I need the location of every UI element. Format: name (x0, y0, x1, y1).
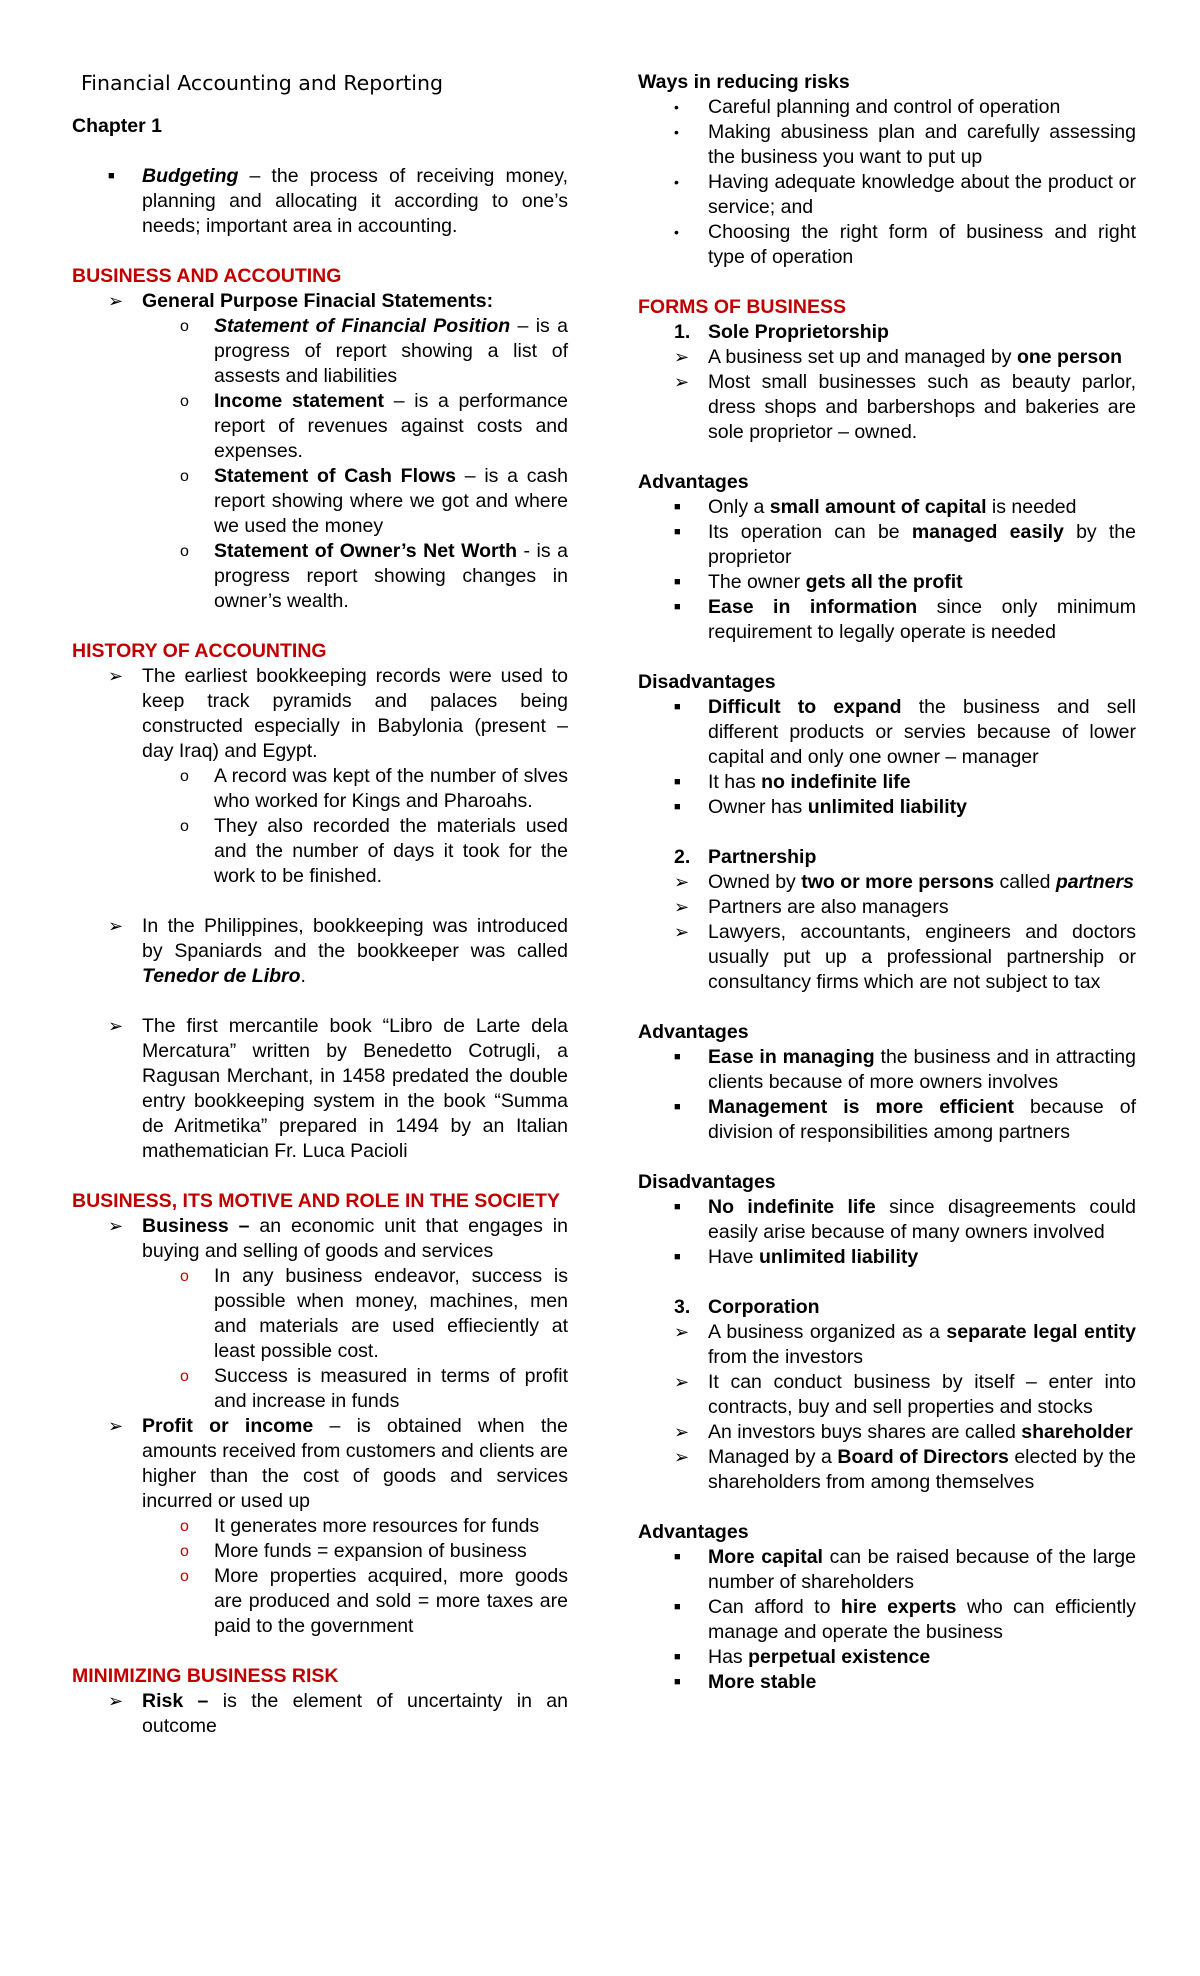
subsection-heading: Disadvantages (638, 1171, 776, 1193)
arrow-bullet-icon: ➢ (674, 1322, 690, 1342)
body-text: – is obtained when the amounts received from customers and clients are higher than the cost of goods and services incurred or used up (142, 1415, 568, 1512)
list-item (72, 914, 568, 989)
body-text: Its operation can be (708, 521, 912, 543)
list-item (638, 320, 1136, 345)
arrow-bullet-icon: ➢ (674, 347, 690, 367)
body-text: In the Philippines, bookkeeping was introduced by Spaniards and the bookkeeper was called (142, 915, 568, 962)
emphasis-text: small amount of capital (769, 496, 987, 518)
emphasis-text: Statement of Owner’s Net Worth (214, 540, 518, 562)
body-text: by the proprietor (708, 521, 1136, 568)
body-text: elected by the shareholders from among themselves (708, 1446, 1136, 1493)
sub-list-item (72, 1264, 568, 1364)
arrow-bullet-icon: ➢ (674, 872, 690, 892)
body-text: Making abusiness plan and carefully assessing the business you want to put up (708, 121, 1136, 168)
subsection-heading: Advantages (638, 1521, 749, 1543)
sub-list-item (72, 1539, 568, 1564)
circle-bullet-icon: o (180, 318, 189, 335)
list-item (638, 1095, 1136, 1145)
body-text: It has (708, 771, 762, 793)
square-bullet-icon: ■ (674, 1101, 681, 1113)
emphasis-text: no indefinite life (761, 771, 911, 793)
square-bullet-icon: ■ (674, 776, 681, 788)
list-item (638, 770, 1136, 795)
list-item (638, 1370, 1136, 1420)
list-item (638, 1045, 1136, 1095)
subsection-heading: Ways in reducing risks (638, 71, 850, 93)
spacer (638, 995, 1136, 1020)
list-item (638, 1245, 1136, 1270)
arrow-bullet-icon: ➢ (674, 1447, 690, 1467)
list-item (638, 1320, 1136, 1370)
body-text: – is a cash report showing where we got and where we used the money (214, 465, 568, 537)
list-item (72, 289, 568, 314)
emphasis-text: Business – (142, 1215, 250, 1237)
list-item (638, 520, 1136, 570)
body-text: An investors buys shares are called (708, 1421, 1022, 1443)
list-item (638, 695, 1136, 770)
emphasis-text: one person (1016, 346, 1123, 368)
section-heading: BUSINESS AND ACCOUTING (72, 265, 342, 287)
list-item (638, 1420, 1136, 1445)
square-bullet-icon: ■ (674, 601, 681, 613)
sub-list-item (72, 314, 568, 389)
arrow-bullet-icon: ➢ (108, 1416, 124, 1436)
spacer (638, 645, 1136, 670)
chapter-heading: Chapter 1 (72, 115, 162, 137)
body-text: Have (708, 1246, 759, 1268)
body-text: Only a (708, 496, 770, 518)
subsection-heading: Advantages (638, 471, 749, 493)
circle-bullet-icon: o (180, 1268, 189, 1285)
emphasis-text: Partnership (708, 846, 817, 868)
emphasis-text: perpetual existence (748, 1646, 931, 1668)
emphasis-text: hire experts (840, 1596, 957, 1618)
square-bullet-icon: ■ (674, 1551, 681, 1563)
list-item (638, 1445, 1136, 1495)
square-bullet-icon: ■ (674, 1601, 681, 1613)
body-text: A record was kept of the number of slves who worked for Kings and Pharoahs. (214, 765, 568, 812)
circle-bullet-icon: o (180, 1543, 189, 1560)
list-item (638, 1195, 1136, 1245)
body-text: Partners are also managers (708, 896, 949, 918)
list-item (638, 345, 1136, 370)
square-bullet-icon: ■ (674, 576, 681, 588)
body-text: Owned by (708, 871, 802, 893)
arrow-bullet-icon: ➢ (108, 1691, 124, 1711)
emphasis-text: Tenedor de Libro (142, 965, 301, 987)
body-text: The owner (708, 571, 806, 593)
emphasis-text: Ease in information (708, 596, 918, 618)
spacer (72, 1639, 568, 1664)
arrow-bullet-icon: ➢ (108, 1216, 124, 1236)
body-text: Careful planning and control of operation (708, 96, 1061, 118)
body-text: Most small businesses such as beauty parlor, dress shops and barbershops and bakeries are sole proprietor – owned. (708, 371, 1136, 443)
body-text: Lawyers, accountants, engineers and doctors usually put up a professional partnership or consultancy firms which are not subject to tax (708, 921, 1136, 993)
sub-list-item (72, 539, 568, 614)
square-bullet-icon: ■ (674, 1251, 681, 1263)
body-text: The first mercantile book “Libro de Larte dela Mercatura” written by Benedetto Cotrugli, a Ragusan Merchant, in 1458 predated the double entry bookkeeping system in the book “Summa de Aritmetika” prepared in 1494 by an Italian mathematician Fr. Luca Pacioli (142, 1015, 568, 1162)
list-item (638, 1595, 1136, 1645)
emphasis-text: No indefinite life (708, 1196, 876, 1218)
body-text: A business set up and managed by (708, 346, 1017, 368)
body-text: The earliest bookkeeping records were used to keep track pyramids and palaces being constructed especially in Babylonia (present – day Iraq) and Egypt. (142, 665, 568, 762)
sub-list-item (72, 764, 568, 814)
list-item (72, 1414, 568, 1514)
emphasis-text: managed easily (911, 521, 1064, 543)
list-item (638, 845, 1136, 870)
square-bullet-icon: ■ (674, 801, 681, 813)
emphasis-text: separate legal entity (946, 1321, 1136, 1343)
spacer (72, 239, 568, 264)
spacer (638, 1145, 1136, 1170)
emphasis-text: unlimited liability (807, 796, 967, 818)
sub-list-item (72, 1564, 568, 1639)
body-text: More funds = expansion of business (214, 1540, 527, 1562)
section-heading: HISTORY OF ACCOUNTING (72, 640, 327, 662)
emphasis-text: Board of Directors (837, 1446, 1009, 1468)
list-item (638, 1295, 1136, 1320)
body-text: since only minimum requirement to legally operate is needed (708, 596, 1136, 643)
document-title: Financial Accounting and Reporting (80, 71, 443, 95)
emphasis-text: gets all the profit (805, 571, 963, 593)
dot-bullet-icon: • (674, 174, 679, 190)
body-text: It can conduct business by itself – enter into contracts, buy and sell properties and stocks (708, 1371, 1136, 1418)
square-bullet-icon: ■ (674, 526, 681, 538)
body-text: the business and sell different products or servies because of lower capital and only one owner – manager (708, 696, 1136, 768)
circle-bullet-icon: o (180, 818, 189, 835)
list-item (638, 1645, 1136, 1670)
list-item (638, 595, 1136, 645)
subsection-heading: Disadvantages (638, 671, 776, 693)
spacer (72, 1164, 568, 1189)
list-item (638, 170, 1136, 220)
body-text: Managed by a (708, 1446, 838, 1468)
body-text: called (994, 871, 1056, 893)
spacer (72, 889, 568, 914)
list-item (638, 570, 1136, 595)
spacer (638, 1495, 1136, 1520)
circle-bullet-icon: o (180, 1368, 189, 1385)
dot-bullet-icon: • (674, 224, 679, 240)
spacer (72, 989, 568, 1014)
body-text: is needed (986, 496, 1077, 518)
emphasis-text: Risk – (142, 1690, 209, 1712)
body-text: from the investors (708, 1346, 863, 1368)
emphasis-text: Budgeting (142, 165, 239, 187)
list-item (72, 164, 568, 239)
body-text: More properties acquired, more goods are produced and sold = more taxes are paid to the government (214, 1565, 568, 1637)
emphasis-text: partners (1055, 871, 1134, 893)
square-bullet-icon: ■ (674, 701, 681, 713)
circle-bullet-icon: o (180, 1568, 189, 1585)
body-text: since disagreements could easily arise because of many owners involved (708, 1196, 1137, 1243)
list-item (638, 370, 1136, 445)
body-text: is the element of uncertainty in an outcome (142, 1690, 568, 1737)
list-item (72, 664, 568, 764)
list-item (638, 220, 1136, 270)
body-text: because of division of responsibilities among partners (708, 1096, 1136, 1143)
square-bullet-icon: ■ (674, 1651, 681, 1663)
emphasis-text: Corporation (708, 1296, 820, 1318)
body-text: . (300, 965, 306, 987)
section-heading: MINIMIZING BUSINESS RISK (72, 1665, 339, 1687)
emphasis-text: shareholder (1021, 1421, 1133, 1443)
body-text: – the process of receiving money, planning and allocating it according to one’s needs; important area in accounting. (142, 165, 568, 237)
sub-list-item (72, 814, 568, 889)
list-item (72, 1214, 568, 1264)
list-item (638, 95, 1136, 120)
list-item (638, 870, 1136, 895)
spacer (638, 820, 1136, 845)
body-text: Can afford to (708, 1596, 841, 1618)
circle-bullet-icon: o (180, 1518, 189, 1535)
arrow-bullet-icon: ➢ (674, 922, 690, 942)
subsection-heading: Advantages (638, 1021, 749, 1043)
list-item (638, 895, 1136, 920)
body-text: – is a progress of report showing a list of assests and liabilities (214, 315, 568, 387)
emphasis-text: two or more persons (801, 871, 995, 893)
body-text: It generates more resources for funds (214, 1515, 540, 1537)
arrow-bullet-icon: ➢ (674, 372, 690, 392)
list-item (638, 795, 1136, 820)
emphasis-text: Income statement (214, 390, 385, 412)
square-bullet-icon: ■ (674, 1201, 681, 1213)
body-text: who can efficiently manage and operate the business (708, 1596, 1136, 1643)
body-text: can be raised because of the large number of shareholders (708, 1546, 1136, 1593)
emphasis-text: More stable (708, 1671, 817, 1693)
list-item (638, 920, 1136, 995)
body-text: Choosing the right form of business and right type of operation (708, 221, 1136, 268)
dot-bullet-icon: • (674, 99, 679, 115)
list-number: 1. (674, 321, 691, 343)
emphasis-text: Statement of Cash Flows (214, 465, 456, 487)
square-bullet-icon: ■ (108, 170, 115, 182)
body-text: In any business endeavor, success is possible when money, machines, men and materials are used effieciently at least possible cost. (214, 1265, 568, 1362)
list-number: 3. (674, 1296, 691, 1318)
right-column (638, 70, 1136, 1695)
body-text: an economic unit that engages in buying and selling of goods and services (142, 1215, 568, 1262)
body-text: the business and in attracting clients because of more owners involves (708, 1046, 1136, 1093)
spacer (638, 1270, 1136, 1295)
list-item (638, 1545, 1136, 1595)
body-text: Having adequate knowledge about the product or service; and (708, 171, 1136, 218)
sub-list-item (72, 464, 568, 539)
list-item (72, 1014, 568, 1164)
circle-bullet-icon: o (180, 543, 189, 560)
arrow-bullet-icon: ➢ (674, 897, 690, 917)
arrow-bullet-icon: ➢ (674, 1372, 690, 1392)
body-text: - is a progress report showing changes in owner’s wealth. (214, 540, 568, 612)
body-text: – is a performance report of revenues against costs and expenses. (214, 390, 568, 462)
emphasis-text: Difficult to expand (708, 696, 902, 718)
list-item (72, 1689, 568, 1739)
emphasis-text: General Purpose Finacial Statements: (142, 290, 494, 312)
emphasis-text: Profit or income (142, 1415, 314, 1437)
circle-bullet-icon: o (180, 468, 189, 485)
section-heading: FORMS OF BUSINESS (638, 296, 847, 318)
emphasis-text: unlimited liability (758, 1246, 919, 1268)
sub-list-item (72, 389, 568, 464)
circle-bullet-icon: o (180, 393, 189, 410)
arrow-bullet-icon: ➢ (108, 1016, 124, 1036)
list-number: 2. (674, 846, 691, 868)
square-bullet-icon: ■ (674, 1676, 681, 1688)
sub-list-item (72, 1364, 568, 1414)
list-item (638, 120, 1136, 170)
arrow-bullet-icon: ➢ (108, 666, 124, 686)
square-bullet-icon: ■ (674, 1051, 681, 1063)
spacer (638, 270, 1136, 295)
body-text: They also recorded the materials used and the number of days it took for the work to be finished. (214, 815, 568, 887)
spacer (72, 139, 568, 164)
list-item (638, 1670, 1136, 1695)
square-bullet-icon: ■ (674, 501, 681, 513)
arrow-bullet-icon: ➢ (674, 1422, 690, 1442)
section-heading: BUSINESS, ITS MOTIVE AND ROLE IN THE SOCIETY (72, 1190, 560, 1212)
emphasis-text: More capital (708, 1546, 823, 1568)
left-column (72, 70, 568, 1739)
spacer (72, 614, 568, 639)
spacer (638, 445, 1136, 470)
arrow-bullet-icon: ➢ (108, 916, 124, 936)
dot-bullet-icon: • (674, 124, 679, 140)
body-text: A business organized as a (708, 1321, 947, 1343)
emphasis-text: Ease in managing (708, 1046, 875, 1068)
emphasis-text: Management is more efficient (708, 1096, 1014, 1118)
arrow-bullet-icon: ➢ (108, 291, 124, 311)
body-text: Owner has (708, 796, 808, 818)
sub-list-item (72, 1514, 568, 1539)
list-item (638, 495, 1136, 520)
emphasis-text: Statement of Financial Position (214, 315, 511, 337)
body-text: Success is measured in terms of profit and increase in funds (214, 1365, 568, 1412)
emphasis-text: Sole Proprietorship (708, 321, 889, 343)
circle-bullet-icon: o (180, 768, 189, 785)
body-text: Has (708, 1646, 749, 1668)
